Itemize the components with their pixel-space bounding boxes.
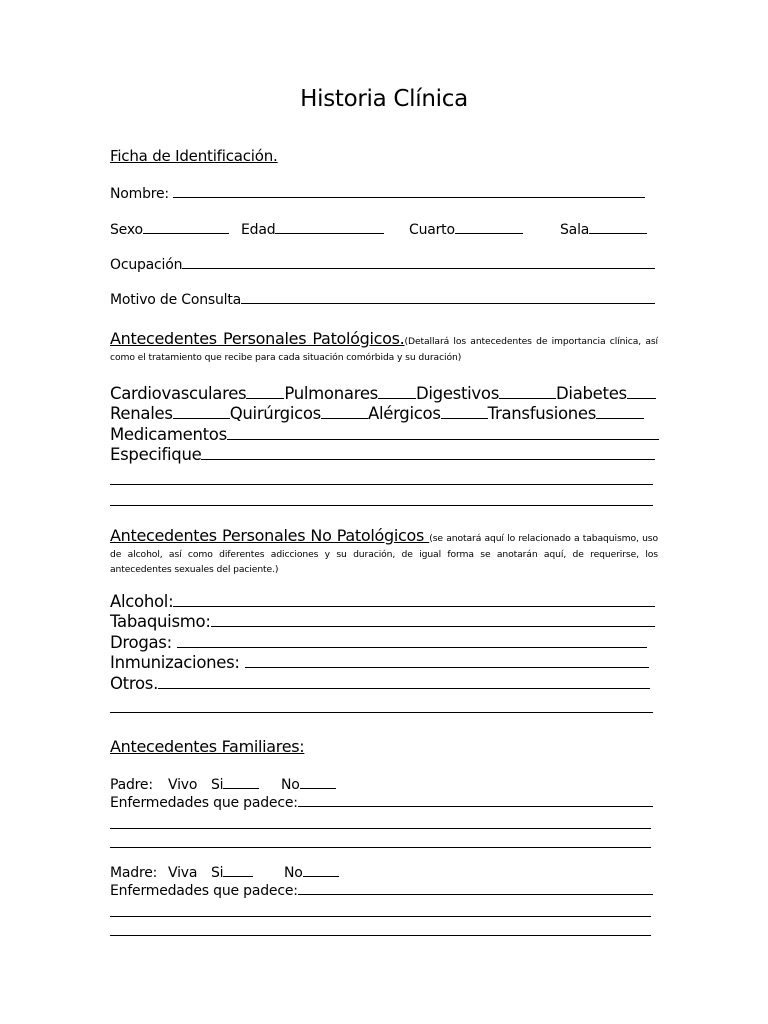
specify-label: Especifique xyxy=(110,445,202,464)
pathological-heading-block xyxy=(110,329,658,364)
mother-diseases-label: Enfermedades que padece: xyxy=(110,883,298,899)
father-blank-line[interactable] xyxy=(110,828,651,829)
ward-field-group xyxy=(560,222,647,238)
smoking-row xyxy=(110,612,655,631)
ward-label: Sala xyxy=(560,222,590,238)
ward-field[interactable] xyxy=(589,232,647,234)
transfusion-label: Transfusiones xyxy=(487,404,597,423)
mother-diseases-field[interactable] xyxy=(298,893,653,895)
alcohol-label: Alcohol: xyxy=(110,592,174,611)
specify-blank-line[interactable] xyxy=(110,484,653,485)
pathological-heading: Antecedentes Personales Patológicos. xyxy=(110,329,405,348)
father-diseases-field[interactable] xyxy=(298,805,653,807)
identification-heading: Ficha de Identificación. xyxy=(110,147,278,165)
pathological-row-2 xyxy=(110,404,644,423)
father-yes-label: Si xyxy=(211,777,224,793)
drugs-field[interactable] xyxy=(177,646,647,648)
medications-field[interactable] xyxy=(227,438,659,440)
surgical-label: Quirúrgicos xyxy=(229,404,321,423)
age-field[interactable] xyxy=(275,232,384,234)
mother-no-field[interactable] xyxy=(303,875,339,877)
mother-no-label: No xyxy=(284,865,303,881)
age-field-group xyxy=(241,222,384,238)
mother-yes-group xyxy=(211,865,253,881)
page-title: Historia Clínica xyxy=(300,86,468,112)
father-yes-group xyxy=(211,777,259,793)
drugs-row xyxy=(110,633,647,652)
non-pathological-heading: Antecedentes Personales No Patológicos xyxy=(110,526,430,545)
others-field[interactable] xyxy=(158,687,650,689)
father-no-group xyxy=(281,777,336,793)
name-field[interactable] xyxy=(173,196,645,198)
medications-row xyxy=(110,425,659,444)
alcohol-field[interactable] xyxy=(173,605,655,607)
transfusion-field[interactable] xyxy=(596,417,644,419)
pathological-note: (Detallará los antecedentes de importancia clínica, así como el tratamiento que recibe para cada situación comórbida y su duración) xyxy=(110,336,658,363)
mother-row xyxy=(110,865,157,881)
reason-row xyxy=(110,292,655,308)
non-pathological-heading-block xyxy=(110,526,659,577)
father-alive-label: Vivo xyxy=(168,777,198,793)
occupation-row xyxy=(110,257,655,273)
pulmonary-label: Pulmonares xyxy=(284,384,378,403)
father-diseases-row xyxy=(110,795,653,811)
smoking-label: Tabaquismo: xyxy=(110,612,211,631)
family-heading: Antecedentes Familiares: xyxy=(110,737,305,756)
immunizations-row xyxy=(110,653,649,672)
mother-yes-field[interactable] xyxy=(223,875,253,877)
cardiovascular-label: Cardiovasculares xyxy=(110,384,247,403)
age-label: Edad xyxy=(241,222,276,238)
mother-label: Madre: xyxy=(110,865,158,881)
reason-label: Motivo de Consulta xyxy=(110,292,242,308)
father-no-field[interactable] xyxy=(300,787,336,789)
father-diseases-label: Enfermedades que padece: xyxy=(110,795,298,811)
father-blank-line[interactable] xyxy=(110,847,651,848)
others-label: Otros. xyxy=(110,674,159,693)
pulmonary-field[interactable] xyxy=(378,397,416,399)
occupation-field[interactable] xyxy=(182,267,655,269)
mother-no-group xyxy=(284,865,339,881)
pathological-row-1 xyxy=(110,384,656,403)
specify-field[interactable] xyxy=(201,458,655,460)
mother-yes-label: Si xyxy=(211,865,224,881)
renal-label: Renales xyxy=(110,404,173,423)
diabetes-field[interactable] xyxy=(627,397,656,399)
reason-field[interactable] xyxy=(241,302,655,304)
mother-alive-label: Viva xyxy=(168,865,198,881)
father-row xyxy=(110,777,153,793)
name-label: Nombre: xyxy=(110,186,169,202)
others-row xyxy=(110,674,650,693)
specify-blank-line[interactable] xyxy=(110,505,653,506)
immunizations-field[interactable] xyxy=(245,666,649,668)
specify-row xyxy=(110,445,655,464)
room-label: Cuarto xyxy=(409,222,455,238)
mother-blank-line[interactable] xyxy=(110,935,651,936)
alcohol-row xyxy=(110,592,655,611)
others-blank-line[interactable] xyxy=(110,712,653,713)
occupation-label: Ocupación xyxy=(110,257,183,273)
mother-diseases-row xyxy=(110,883,653,899)
room-field-group xyxy=(409,222,523,238)
sex-field[interactable] xyxy=(143,232,229,234)
father-no-label: No xyxy=(281,777,300,793)
digestive-field[interactable] xyxy=(499,397,556,399)
drugs-label: Drogas: xyxy=(110,633,172,652)
renal-field[interactable] xyxy=(173,417,230,419)
name-row xyxy=(110,186,645,202)
non-pathological-note: (se anotará aquí lo relacionado a tabaquismo, uso de alcohol, así como diferentes adicciones y su duración, de igual forma se anotarán aquí, de requerirse, los antecedentes sexuales del paciente.) xyxy=(110,533,659,575)
cardiovascular-field[interactable] xyxy=(246,397,284,399)
digestive-label: Digestivos xyxy=(415,384,499,403)
smoking-field[interactable] xyxy=(211,625,655,627)
allergic-label: Alérgicos xyxy=(367,404,441,423)
father-yes-field[interactable] xyxy=(223,787,259,789)
medications-label: Medicamentos xyxy=(110,425,227,444)
immunizations-label: Inmunizaciones: xyxy=(110,653,240,672)
room-field[interactable] xyxy=(455,232,523,234)
sex-field-group xyxy=(110,222,229,238)
surgical-field[interactable] xyxy=(321,417,368,419)
diabetes-label: Diabetes xyxy=(556,384,627,403)
mother-blank-line[interactable] xyxy=(110,916,651,917)
allergic-field[interactable] xyxy=(441,417,488,419)
sex-label: Sexo xyxy=(110,222,143,238)
father-label: Padre: xyxy=(110,777,153,793)
